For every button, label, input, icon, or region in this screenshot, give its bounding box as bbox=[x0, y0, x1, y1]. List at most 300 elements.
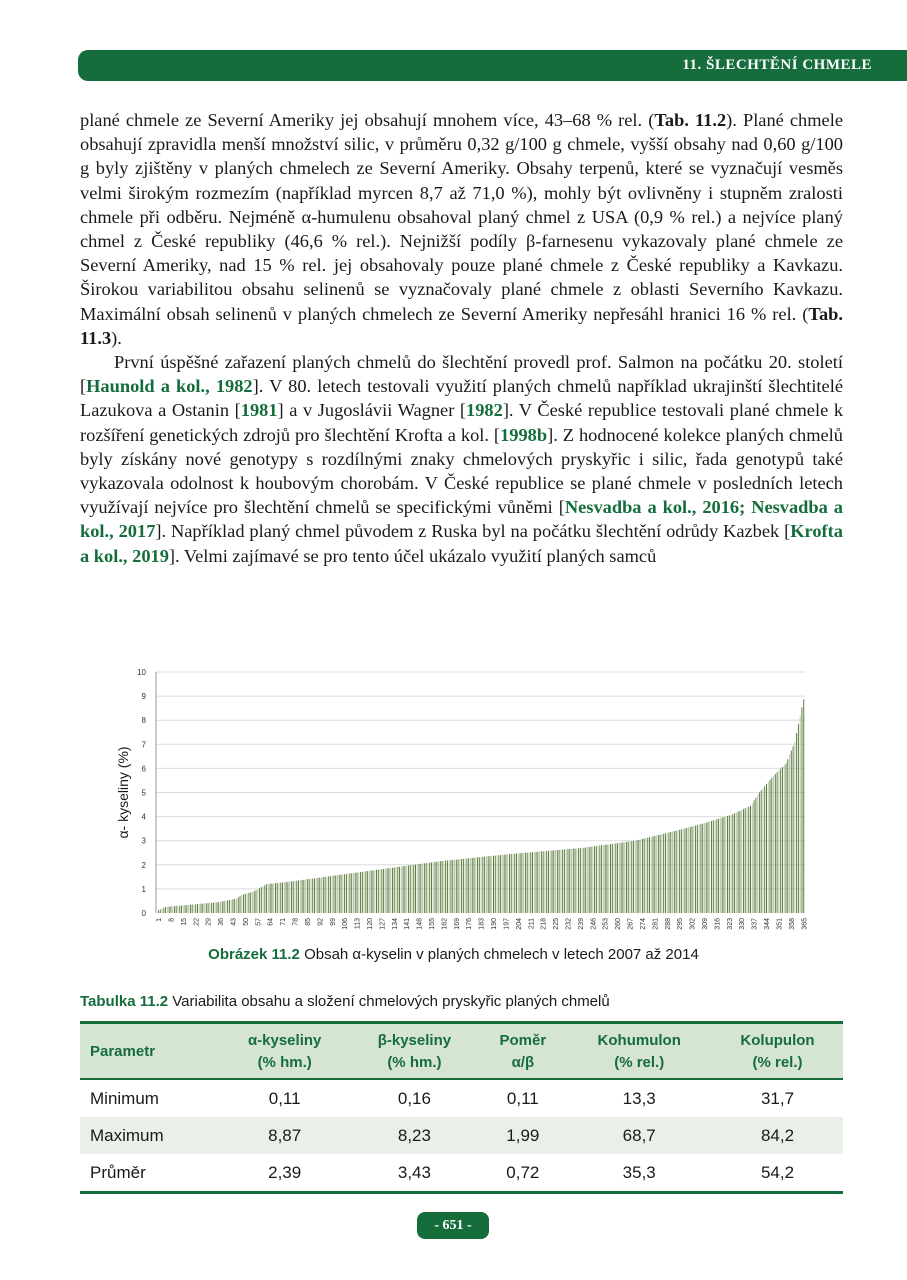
x-tick-label: 162 bbox=[441, 918, 449, 930]
bar bbox=[507, 854, 508, 913]
bar bbox=[720, 818, 721, 913]
bar bbox=[268, 884, 269, 913]
x-tick-label: 183 bbox=[478, 918, 486, 930]
bar bbox=[172, 906, 173, 913]
table-cell: Minimum bbox=[90, 1088, 159, 1108]
bar bbox=[470, 858, 471, 913]
bar bbox=[505, 855, 506, 914]
bar bbox=[392, 868, 393, 913]
bar bbox=[658, 835, 659, 913]
bar bbox=[466, 858, 467, 913]
bar bbox=[397, 867, 398, 913]
bar bbox=[640, 839, 641, 913]
bar bbox=[674, 831, 675, 913]
table-cell: 2,39 bbox=[268, 1162, 302, 1182]
bar bbox=[360, 872, 361, 913]
bar bbox=[631, 841, 632, 913]
bar bbox=[653, 836, 654, 913]
bar bbox=[376, 870, 377, 913]
bar bbox=[759, 793, 760, 914]
bar bbox=[513, 854, 514, 913]
bar bbox=[296, 881, 297, 913]
x-tick-label: 316 bbox=[714, 918, 722, 930]
bar bbox=[755, 798, 756, 913]
bar bbox=[229, 900, 230, 913]
bar bbox=[342, 874, 343, 913]
bar bbox=[771, 778, 772, 913]
x-tick-label: 113 bbox=[354, 918, 362, 930]
bar bbox=[750, 806, 751, 913]
table-caption-text: Variabilita obsahu a složení chmelových pryskyřic planých chmelů bbox=[168, 993, 610, 1010]
x-tick-label: 1 bbox=[156, 918, 164, 922]
x-tick-label: 288 bbox=[664, 918, 672, 930]
bar bbox=[663, 834, 664, 913]
x-tick-label: 295 bbox=[677, 918, 685, 930]
bar bbox=[699, 825, 700, 913]
bar bbox=[318, 878, 319, 913]
bar bbox=[160, 910, 161, 913]
bar bbox=[178, 906, 179, 913]
bar bbox=[422, 864, 423, 913]
bar bbox=[413, 865, 414, 913]
bar bbox=[681, 829, 682, 913]
bar bbox=[773, 776, 774, 913]
table-cell: 8,87 bbox=[268, 1125, 302, 1145]
bar bbox=[426, 863, 427, 913]
bar bbox=[190, 905, 191, 913]
figure-caption bbox=[0, 946, 907, 963]
bar bbox=[500, 855, 501, 913]
bar bbox=[536, 852, 537, 913]
bar bbox=[456, 860, 457, 913]
bar bbox=[250, 892, 251, 913]
bar bbox=[435, 862, 436, 913]
bar bbox=[440, 861, 441, 913]
bar bbox=[388, 868, 389, 913]
x-tick-label: 78 bbox=[292, 918, 300, 926]
bar bbox=[215, 902, 216, 913]
bar bbox=[739, 811, 740, 913]
bar bbox=[576, 848, 577, 913]
x-tick-label: 232 bbox=[565, 918, 573, 930]
bar bbox=[433, 862, 434, 913]
bar bbox=[224, 901, 225, 913]
bar bbox=[560, 850, 561, 913]
bar bbox=[787, 759, 788, 913]
bar bbox=[185, 905, 186, 913]
bar bbox=[718, 819, 719, 913]
x-tick-label: 246 bbox=[590, 918, 598, 930]
bar bbox=[232, 899, 233, 913]
header-parametr: Parametr bbox=[90, 1043, 156, 1060]
bar bbox=[727, 816, 728, 913]
bar bbox=[692, 826, 693, 913]
bar bbox=[509, 854, 510, 913]
alpha-acids-chart bbox=[100, 660, 820, 935]
bar bbox=[725, 816, 726, 913]
bar bbox=[731, 815, 732, 913]
citation-link[interactable]: 1998b bbox=[500, 424, 548, 445]
bar bbox=[248, 893, 249, 913]
table-cell: 0,11 bbox=[506, 1088, 539, 1108]
bar bbox=[349, 873, 350, 913]
bar bbox=[488, 856, 489, 913]
bar bbox=[796, 733, 797, 913]
chapter-title: 11. ŠLECHTĚNÍ CHMELE bbox=[682, 57, 872, 73]
x-tick-label: 274 bbox=[639, 918, 647, 930]
bar bbox=[282, 882, 283, 913]
bar bbox=[521, 853, 522, 913]
x-tick-label: 15 bbox=[180, 918, 188, 926]
y-tick-label: 5 bbox=[141, 788, 146, 798]
y-tick-label: 0 bbox=[141, 909, 146, 918]
y-tick-label: 7 bbox=[141, 740, 146, 750]
bar bbox=[374, 870, 375, 913]
bar bbox=[396, 867, 397, 913]
bar bbox=[601, 845, 602, 913]
bar bbox=[569, 849, 570, 913]
x-tick-label: 43 bbox=[230, 918, 238, 926]
bar bbox=[357, 873, 358, 913]
bar bbox=[697, 825, 698, 913]
table-cell: 8,23 bbox=[397, 1125, 431, 1145]
table-cell: 0,72 bbox=[506, 1162, 540, 1182]
x-tick-label: 92 bbox=[317, 918, 325, 926]
table-cell: 68,7 bbox=[622, 1125, 656, 1145]
bar bbox=[231, 900, 232, 913]
bar bbox=[780, 769, 781, 913]
x-tick-label: 29 bbox=[205, 918, 213, 926]
bar bbox=[463, 859, 464, 913]
x-tick-label: 309 bbox=[701, 918, 709, 930]
bar bbox=[243, 894, 244, 913]
bar bbox=[651, 837, 652, 913]
bar bbox=[704, 823, 705, 913]
x-tick-label: 85 bbox=[304, 918, 312, 926]
bar bbox=[307, 879, 308, 913]
bar bbox=[341, 875, 342, 913]
bar bbox=[647, 838, 648, 913]
bar bbox=[165, 907, 166, 913]
bar bbox=[495, 856, 496, 913]
bar bbox=[218, 902, 219, 913]
bar bbox=[353, 873, 354, 913]
bar bbox=[385, 869, 386, 913]
bar bbox=[695, 826, 696, 913]
bar bbox=[264, 885, 265, 913]
bar bbox=[528, 852, 529, 913]
bar bbox=[615, 843, 616, 913]
citation-link[interactable]: 1981 bbox=[240, 400, 278, 421]
bar bbox=[514, 854, 515, 913]
bar bbox=[716, 819, 717, 913]
bar bbox=[564, 849, 565, 913]
bar bbox=[372, 870, 373, 913]
bar bbox=[309, 879, 310, 913]
bar bbox=[277, 883, 278, 913]
bar bbox=[459, 859, 460, 913]
bar bbox=[346, 874, 347, 913]
bar bbox=[520, 853, 521, 913]
x-tick-label: 239 bbox=[577, 918, 585, 930]
bar bbox=[303, 880, 304, 913]
bar bbox=[670, 832, 671, 913]
bar bbox=[762, 788, 763, 913]
text-run: ). bbox=[111, 327, 122, 348]
y-tick-label: 9 bbox=[141, 692, 146, 702]
bar bbox=[431, 862, 432, 913]
bar bbox=[443, 861, 444, 913]
bar bbox=[683, 829, 684, 913]
bar bbox=[743, 809, 744, 913]
bar bbox=[286, 882, 287, 913]
x-tick-label: 141 bbox=[404, 918, 412, 930]
bar bbox=[403, 866, 404, 913]
citation-link[interactable]: 1982 bbox=[466, 400, 503, 421]
text-run: plané chmele ze Severní Ameriky jej obsahují mnohem více, 43–68 % rel. ( bbox=[80, 110, 655, 130]
bar bbox=[700, 824, 701, 913]
bar bbox=[546, 851, 547, 913]
bar bbox=[240, 896, 241, 913]
bar bbox=[791, 751, 792, 913]
bar bbox=[271, 884, 272, 913]
bar bbox=[592, 846, 593, 913]
bar bbox=[209, 903, 210, 913]
bar bbox=[275, 883, 276, 913]
bar bbox=[573, 849, 574, 913]
bar bbox=[491, 856, 492, 913]
bar bbox=[557, 850, 558, 913]
x-tick-label: 253 bbox=[602, 918, 610, 930]
bar bbox=[257, 889, 258, 913]
page-number: - 651 - bbox=[417, 1212, 489, 1239]
bar bbox=[504, 855, 505, 913]
table-cell: 31,7 bbox=[760, 1088, 795, 1108]
bar bbox=[261, 887, 262, 913]
x-tick-label: 358 bbox=[788, 918, 796, 930]
bar bbox=[589, 847, 590, 913]
x-tick-label: 176 bbox=[466, 918, 474, 930]
x-tick-label: 120 bbox=[366, 918, 374, 930]
citation-link[interactable]: Haunold a kol., 1982 bbox=[86, 376, 253, 397]
bar bbox=[319, 878, 320, 913]
bar bbox=[732, 814, 733, 913]
bar bbox=[169, 907, 170, 913]
bar bbox=[220, 902, 221, 913]
bar bbox=[686, 828, 687, 913]
bar bbox=[236, 899, 237, 913]
bar bbox=[555, 850, 556, 913]
bar bbox=[211, 903, 212, 913]
bar bbox=[266, 884, 267, 913]
bar bbox=[252, 892, 253, 913]
text-run: ). Plané chmele obsahují zpravidla menší množství silic, v průměru 0,32 g/100 g chmele, vyšší obsahy nad 0,60 g/100 g byly zjištěny v planých chmelech ze Severní Ameriky. Obsahy terpenů, které se vyznačují vesměs velmi širokým rozmezím (například myrcen 8,7 až 71,0 %), mohly být ovlivněny i stupněm zralosti chmele při odběru. Nejméně α-humulenu obsahoval planý chmel z USA (0,9 % rel.) a nejvíce planý chmel z České republiky (46,6 % rel.). Nejnižší podíly β-farnesenu vykazovaly plané chmele ze Severní Ameriky, nad 15 % rel. jej obsahovaly pouze plané chmele z České republiky a Kavkazu. Širokou variabilitou obsahu selinenů se vyznačovaly plané chmele z oblasti Severního Kavkazu. Maximální obsah selinenů v planých chmelech ze Severní Ameriky nepřesáhl hranici 16 % rel. ( bbox=[80, 110, 843, 324]
bar bbox=[449, 860, 450, 913]
x-tick-label: 22 bbox=[193, 918, 201, 926]
bar bbox=[310, 879, 311, 913]
x-tick-label: 330 bbox=[739, 918, 747, 930]
x-tick-label: 106 bbox=[342, 918, 350, 930]
resin-variability-table bbox=[80, 1021, 843, 1194]
bar bbox=[344, 874, 345, 913]
citation-link[interactable]: Nesvadba a kol., 2016; Nesvadba a kol., 2017 bbox=[80, 497, 843, 542]
bar bbox=[548, 851, 549, 913]
bar bbox=[227, 900, 228, 913]
bar bbox=[688, 827, 689, 913]
bar bbox=[544, 851, 545, 913]
bar bbox=[213, 903, 214, 913]
bar bbox=[381, 869, 382, 913]
bar bbox=[770, 780, 771, 913]
x-tick-label: 57 bbox=[255, 918, 263, 926]
bar bbox=[404, 866, 405, 913]
bar bbox=[186, 905, 187, 913]
text-run: ]. Například planý chmel původem z Ruska byl na počátku šlechtění odrůdy Kazbek [ bbox=[155, 521, 791, 542]
bar bbox=[176, 906, 177, 913]
bar bbox=[450, 860, 451, 913]
bar bbox=[523, 853, 524, 913]
bar bbox=[316, 878, 317, 913]
bar bbox=[738, 812, 739, 913]
bar bbox=[298, 880, 299, 913]
bar bbox=[445, 861, 446, 913]
bar bbox=[238, 897, 239, 913]
bar bbox=[757, 795, 758, 913]
bar bbox=[511, 854, 512, 913]
bar bbox=[606, 845, 607, 913]
x-tick-label: 127 bbox=[379, 918, 387, 930]
bar bbox=[454, 860, 455, 913]
bar bbox=[300, 880, 301, 913]
bar bbox=[202, 904, 203, 913]
bar bbox=[325, 877, 326, 913]
table-caption bbox=[80, 993, 610, 1010]
bar bbox=[481, 857, 482, 913]
bar bbox=[163, 908, 164, 913]
bar bbox=[438, 861, 439, 913]
bar bbox=[567, 849, 568, 913]
bar bbox=[630, 841, 631, 913]
y-tick-label: 1 bbox=[141, 884, 146, 894]
bar bbox=[747, 807, 748, 913]
x-tick-label: 225 bbox=[553, 918, 561, 930]
bar bbox=[458, 859, 459, 913]
x-tick-label: 365 bbox=[801, 918, 809, 930]
x-tick-label: 302 bbox=[689, 918, 697, 930]
x-tick-label: 260 bbox=[615, 918, 623, 930]
bar bbox=[452, 860, 453, 913]
bar bbox=[617, 843, 618, 913]
bar bbox=[706, 823, 707, 913]
bar bbox=[263, 886, 264, 913]
bar bbox=[468, 858, 469, 913]
bar bbox=[204, 903, 205, 913]
y-tick-label: 8 bbox=[141, 716, 146, 726]
bar bbox=[222, 901, 223, 913]
bar bbox=[713, 820, 714, 913]
bar bbox=[761, 790, 762, 913]
header-beta-acids: β-kyseliny (% hm.) bbox=[377, 1032, 452, 1071]
chart-svg bbox=[100, 660, 820, 935]
bar bbox=[427, 863, 428, 913]
text-run: První úspěšné zařazení planých chmelů do šlechtění provedl prof. Salmon na počátku 20. století [ bbox=[80, 352, 843, 397]
bar bbox=[167, 907, 168, 913]
chapter-header-bar bbox=[78, 50, 907, 81]
bar bbox=[436, 862, 437, 913]
bar bbox=[399, 867, 400, 913]
bar bbox=[635, 841, 636, 913]
bar bbox=[578, 848, 579, 913]
bar bbox=[621, 843, 622, 913]
header-alpha-acids: α-kyseliny (% hm.) bbox=[247, 1032, 322, 1071]
table-cell: 84,2 bbox=[760, 1125, 795, 1145]
bar bbox=[461, 859, 462, 913]
bar bbox=[619, 843, 620, 913]
bar bbox=[326, 877, 327, 913]
bar bbox=[803, 699, 804, 913]
bar bbox=[193, 904, 194, 913]
x-tick-label: 71 bbox=[280, 918, 288, 926]
bar bbox=[197, 904, 198, 913]
y-tick-label: 6 bbox=[141, 764, 146, 774]
table-cell: 13,3 bbox=[622, 1088, 656, 1108]
bar bbox=[599, 846, 600, 913]
text-run: ]. Velmi zajímavé se pro tento účel ukázalo využití planých samců bbox=[168, 545, 657, 566]
bar bbox=[676, 831, 677, 913]
bar bbox=[411, 865, 412, 913]
bar bbox=[358, 872, 359, 913]
bar bbox=[365, 871, 366, 913]
y-tick-label: 10 bbox=[137, 668, 146, 677]
paragraph bbox=[80, 350, 843, 568]
bar bbox=[273, 883, 274, 913]
x-tick-label: 99 bbox=[329, 918, 337, 926]
bar bbox=[289, 882, 290, 913]
bar bbox=[527, 853, 528, 913]
bar bbox=[179, 906, 180, 913]
bar bbox=[622, 842, 623, 913]
bar bbox=[754, 800, 755, 913]
bar bbox=[518, 853, 519, 913]
y-tick-label: 4 bbox=[141, 812, 146, 822]
bar bbox=[628, 842, 629, 913]
text-run: ]. V 80. letech testovali využití planých chmelů například ukrajinští šlechtitelé Lazukova a Ostanin [ bbox=[80, 376, 843, 421]
bar bbox=[408, 866, 409, 913]
bar bbox=[486, 856, 487, 913]
bar bbox=[383, 869, 384, 913]
x-tick-label: 134 bbox=[391, 918, 399, 930]
bar bbox=[794, 742, 795, 913]
table-header-row bbox=[80, 1023, 843, 1080]
bar bbox=[259, 888, 260, 913]
bar bbox=[255, 890, 256, 913]
bar bbox=[348, 874, 349, 913]
bar bbox=[387, 868, 388, 913]
citation-link[interactable]: Krofta a kol., 2019 bbox=[80, 521, 843, 566]
x-tick-label: 204 bbox=[515, 918, 523, 930]
x-tick-label: 218 bbox=[540, 918, 548, 930]
bar bbox=[798, 724, 799, 913]
bar bbox=[201, 904, 202, 913]
bar bbox=[585, 847, 586, 913]
bar bbox=[667, 833, 668, 913]
bar bbox=[559, 850, 560, 913]
bar bbox=[465, 859, 466, 913]
bar bbox=[192, 905, 193, 913]
bar bbox=[181, 906, 182, 913]
x-tick-label: 36 bbox=[218, 918, 226, 926]
table-cell: 54,2 bbox=[760, 1162, 795, 1182]
